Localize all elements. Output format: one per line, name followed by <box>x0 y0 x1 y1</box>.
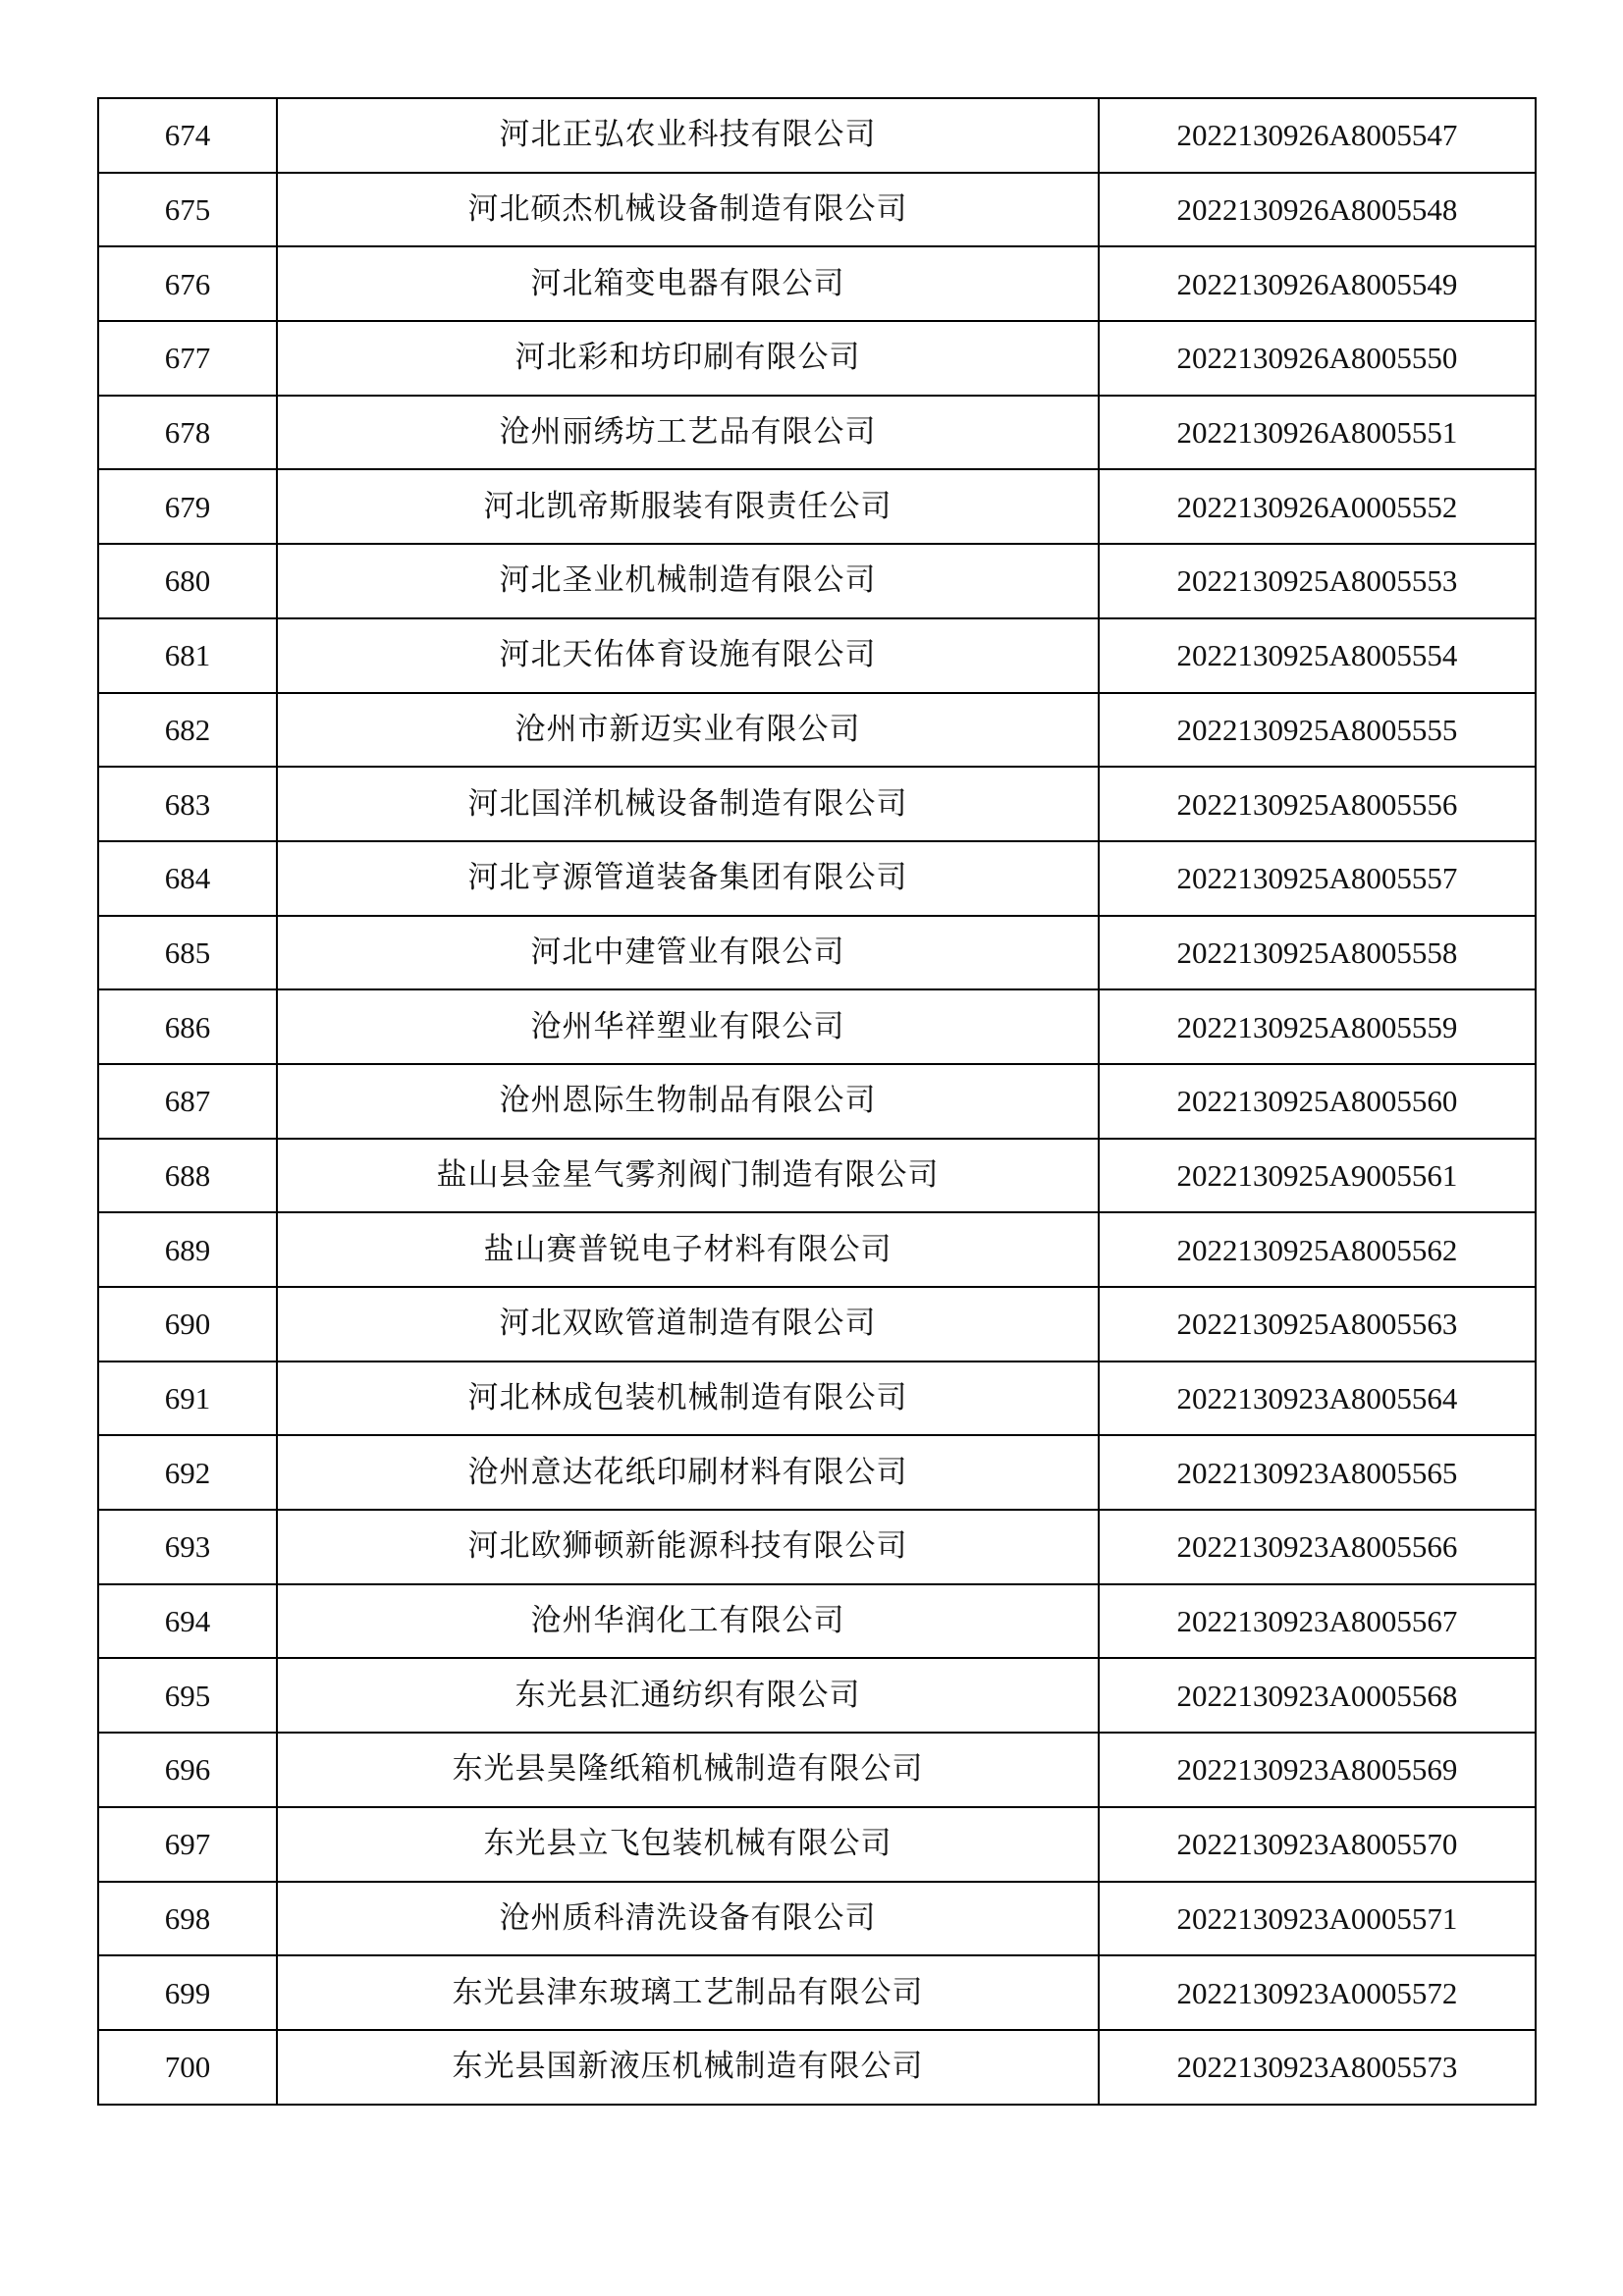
table-row <box>98 1733 1536 1807</box>
serial-number-cell: 674 <box>98 98 277 173</box>
serial-number-cell: 696 <box>98 1733 277 1807</box>
registration-code-cell: 2022130923A0005568 <box>1099 1658 1536 1733</box>
table-row <box>98 1287 1536 1362</box>
company-name-cell: 河北硕杰机械设备制造有限公司 <box>277 173 1099 247</box>
company-name-cell: 沧州意达花纸印刷材料有限公司 <box>277 1435 1099 1510</box>
company-name-cell: 河北正弘农业科技有限公司 <box>277 98 1099 173</box>
table-row <box>98 1435 1536 1510</box>
company-name-cell: 河北欧狮顿新能源科技有限公司 <box>277 1510 1099 1584</box>
company-name-cell: 河北亨源管道装备集团有限公司 <box>277 841 1099 916</box>
table-row <box>98 173 1536 247</box>
table-row <box>98 1510 1536 1584</box>
company-name-cell: 河北彩和坊印刷有限公司 <box>277 321 1099 396</box>
serial-number-cell: 693 <box>98 1510 277 1584</box>
table-row <box>98 693 1536 768</box>
serial-number-cell: 695 <box>98 1658 277 1733</box>
company-name-cell: 沧州华润化工有限公司 <box>277 1584 1099 1659</box>
serial-number-cell: 698 <box>98 1882 277 1956</box>
serial-number-cell: 700 <box>98 2030 277 2105</box>
company-name-cell: 沧州华祥塑业有限公司 <box>277 989 1099 1064</box>
serial-number-cell: 675 <box>98 173 277 247</box>
table-row <box>98 1807 1536 1882</box>
serial-number-cell: 689 <box>98 1212 277 1287</box>
table-row <box>98 246 1536 321</box>
company-name-cell: 沧州丽绣坊工艺品有限公司 <box>277 396 1099 470</box>
table-row <box>98 989 1536 1064</box>
registration-code-cell: 2022130925A8005553 <box>1099 544 1536 618</box>
registration-code-cell: 2022130925A8005559 <box>1099 989 1536 1064</box>
company-name-cell: 河北圣业机械制造有限公司 <box>277 544 1099 618</box>
registration-code-cell: 2022130925A8005554 <box>1099 618 1536 693</box>
registration-code-cell: 2022130925A8005555 <box>1099 693 1536 768</box>
serial-number-cell: 691 <box>98 1362 277 1436</box>
serial-number-cell: 676 <box>98 246 277 321</box>
company-name-cell: 河北箱变电器有限公司 <box>277 246 1099 321</box>
company-name-cell: 沧州市新迈实业有限公司 <box>277 693 1099 768</box>
registration-code-cell: 2022130926A0005552 <box>1099 469 1536 544</box>
table-body <box>98 98 1536 2105</box>
registration-code-cell: 2022130923A8005566 <box>1099 1510 1536 1584</box>
company-name-cell: 河北天佑体育设施有限公司 <box>277 618 1099 693</box>
serial-number-cell: 686 <box>98 989 277 1064</box>
table-row <box>98 841 1536 916</box>
serial-number-cell: 677 <box>98 321 277 396</box>
company-name-cell: 东光县汇通纺织有限公司 <box>277 1658 1099 1733</box>
registration-code-cell: 2022130925A9005561 <box>1099 1139 1536 1213</box>
table-row <box>98 1584 1536 1659</box>
registration-code-cell: 2022130926A8005549 <box>1099 246 1536 321</box>
company-name-cell: 东光县津东玻璃工艺制品有限公司 <box>277 1955 1099 2030</box>
company-name-cell: 东光县昊隆纸箱机械制造有限公司 <box>277 1733 1099 1807</box>
company-name-cell: 河北林成包装机械制造有限公司 <box>277 1362 1099 1436</box>
registration-code-cell: 2022130925A8005556 <box>1099 767 1536 841</box>
table-row <box>98 1658 1536 1733</box>
table-row <box>98 1882 1536 1956</box>
table-row <box>98 1212 1536 1287</box>
registration-code-cell: 2022130923A8005573 <box>1099 2030 1536 2105</box>
registration-code-cell: 2022130923A8005564 <box>1099 1362 1536 1436</box>
serial-number-cell: 688 <box>98 1139 277 1213</box>
table-row <box>98 916 1536 990</box>
table-row <box>98 98 1536 173</box>
serial-number-cell: 690 <box>98 1287 277 1362</box>
registration-code-cell: 2022130923A0005571 <box>1099 1882 1536 1956</box>
registration-code-cell: 2022130925A8005560 <box>1099 1064 1536 1139</box>
registration-code-cell: 2022130926A8005551 <box>1099 396 1536 470</box>
table-row <box>98 321 1536 396</box>
serial-number-cell: 699 <box>98 1955 277 2030</box>
serial-number-cell: 697 <box>98 1807 277 1882</box>
serial-number-cell: 681 <box>98 618 277 693</box>
serial-number-cell: 692 <box>98 1435 277 1510</box>
serial-number-cell: 680 <box>98 544 277 618</box>
serial-number-cell: 684 <box>98 841 277 916</box>
company-name-cell: 盐山赛普锐电子材料有限公司 <box>277 1212 1099 1287</box>
company-name-cell: 东光县国新液压机械制造有限公司 <box>277 2030 1099 2105</box>
serial-number-cell: 687 <box>98 1064 277 1139</box>
company-name-cell: 河北凯帝斯服装有限责任公司 <box>277 469 1099 544</box>
table-row <box>98 1955 1536 2030</box>
registration-code-cell: 2022130925A8005563 <box>1099 1287 1536 1362</box>
registration-code-cell: 2022130926A8005550 <box>1099 321 1536 396</box>
table-row <box>98 396 1536 470</box>
company-name-cell: 东光县立飞包装机械有限公司 <box>277 1807 1099 1882</box>
registration-code-cell: 2022130923A8005565 <box>1099 1435 1536 1510</box>
serial-number-cell: 685 <box>98 916 277 990</box>
serial-number-cell: 683 <box>98 767 277 841</box>
registration-code-cell: 2022130926A8005548 <box>1099 173 1536 247</box>
company-name-cell: 河北双欧管道制造有限公司 <box>277 1287 1099 1362</box>
serial-number-cell: 682 <box>98 693 277 768</box>
registration-code-cell: 2022130923A0005572 <box>1099 1955 1536 2030</box>
table-row <box>98 469 1536 544</box>
table-row <box>98 1064 1536 1139</box>
table-row <box>98 767 1536 841</box>
company-name-cell: 河北国洋机械设备制造有限公司 <box>277 767 1099 841</box>
table-row <box>98 2030 1536 2105</box>
registration-code-cell: 2022130923A8005569 <box>1099 1733 1536 1807</box>
table-row <box>98 618 1536 693</box>
company-name-cell: 沧州恩际生物制品有限公司 <box>277 1064 1099 1139</box>
table-row <box>98 1139 1536 1213</box>
company-name-cell: 盐山县金星气雾剂阀门制造有限公司 <box>277 1139 1099 1213</box>
registration-code-cell: 2022130925A8005562 <box>1099 1212 1536 1287</box>
serial-number-cell: 694 <box>98 1584 277 1659</box>
registration-code-cell: 2022130923A8005567 <box>1099 1584 1536 1659</box>
registration-code-cell: 2022130925A8005558 <box>1099 916 1536 990</box>
company-name-cell: 沧州质科清洗设备有限公司 <box>277 1882 1099 1956</box>
company-name-cell: 河北中建管业有限公司 <box>277 916 1099 990</box>
registration-code-cell: 2022130925A8005557 <box>1099 841 1536 916</box>
company-registry-table <box>97 97 1537 2106</box>
serial-number-cell: 678 <box>98 396 277 470</box>
serial-number-cell: 679 <box>98 469 277 544</box>
table-row <box>98 544 1536 618</box>
registration-code-cell: 2022130923A8005570 <box>1099 1807 1536 1882</box>
registration-code-cell: 2022130926A8005547 <box>1099 98 1536 173</box>
table-row <box>98 1362 1536 1436</box>
